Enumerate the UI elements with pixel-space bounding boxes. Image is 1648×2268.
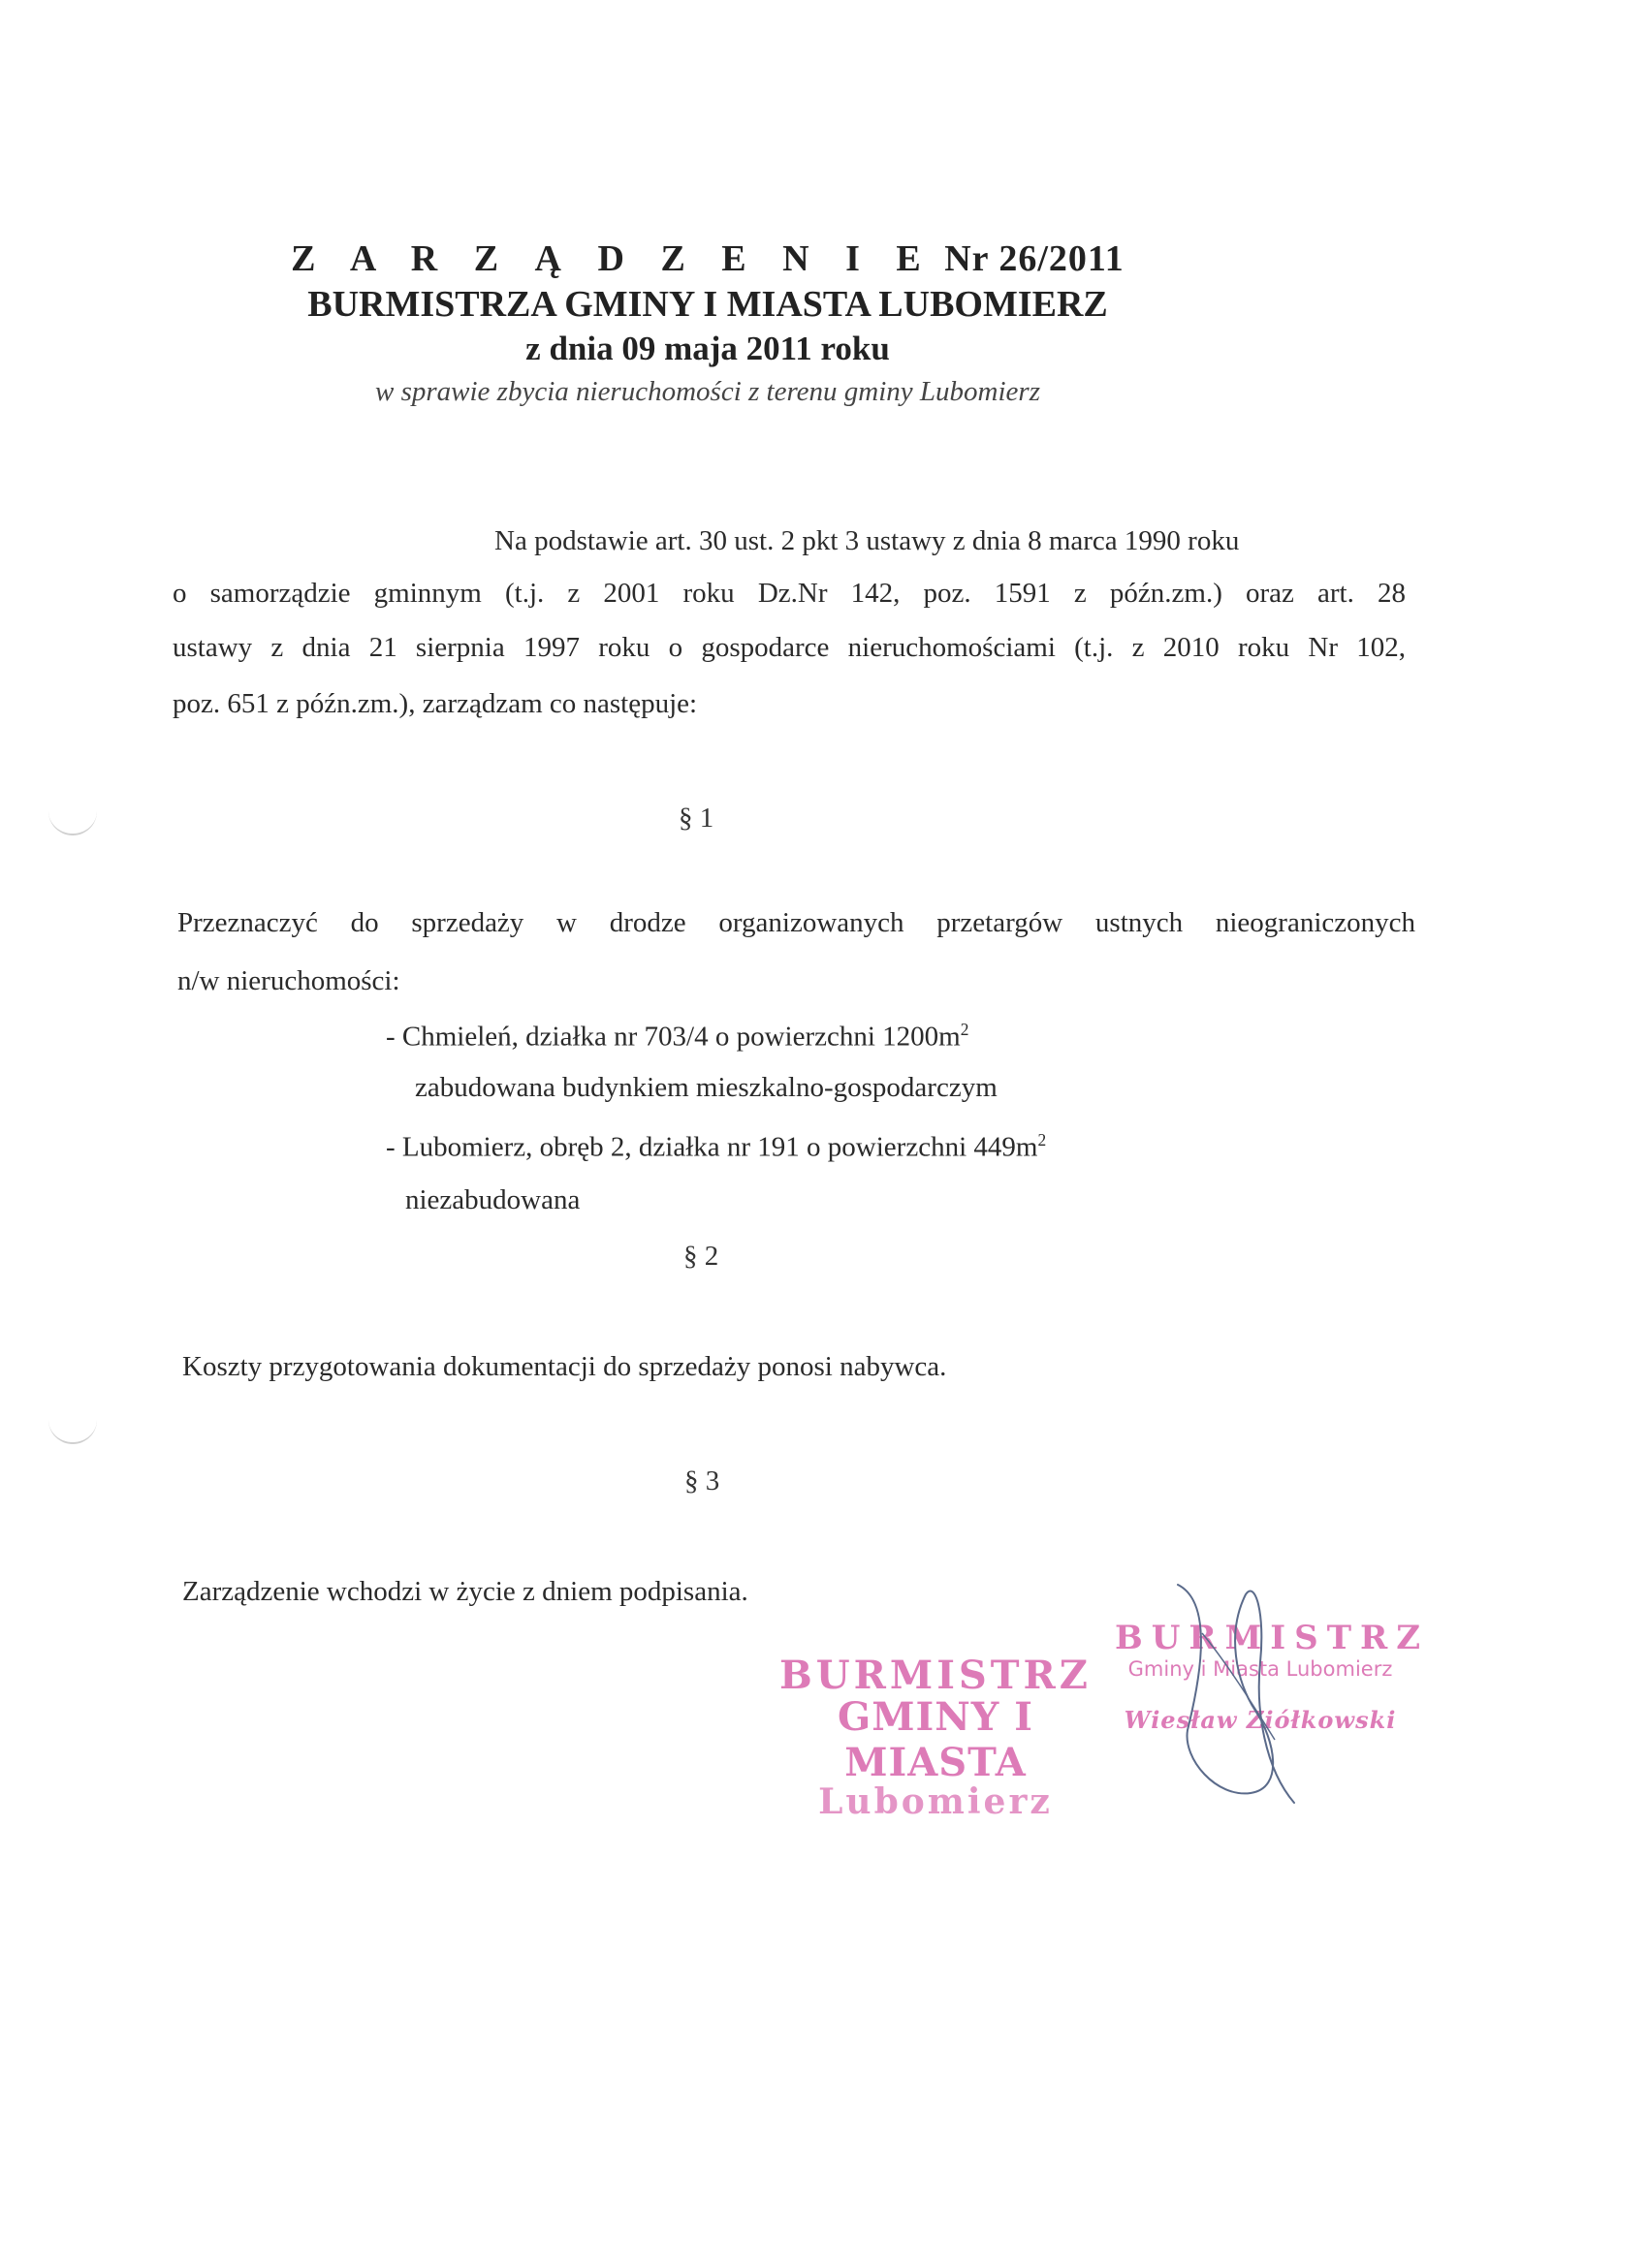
document-date: z dnia 09 maja 2011 roku [525, 330, 890, 367]
document-subject: w sprawie zbycia nieruchomości z terenu gminy Lubomierz [374, 376, 1040, 407]
scan-margin-mark [48, 1403, 97, 1444]
property-item-1-description: zabudowana budynkiem mieszkalno-gospodarczym [415, 1072, 998, 1103]
preamble-line-1: Na podstawie art. 30 ust. 2 pkt 3 ustawy z dnia 8 marca 1990 roku [494, 525, 1240, 556]
stamp-right-line-2: Gminy i Miasta Lubomierz [1127, 1657, 1393, 1681]
official-stamp-left [776, 1653, 1095, 1822]
document-title [0, 237, 1415, 280]
property-item-2-text: - Lubomierz, obręb 2, działka nr 191 o powierzchni 449m [386, 1131, 1038, 1163]
section-1-sign: § 1 [679, 803, 714, 834]
property-item-1-text: - Chmieleń, działka nr 703/4 o powierzchni 1200m [386, 1021, 961, 1053]
stamp-left-line-3: Lubomierz [818, 1781, 1053, 1822]
property-item-1 [386, 1020, 968, 1054]
title-number: Nr 26/2011 [944, 238, 1125, 279]
issuing-authority: BURMISTRZA GMINY I MIASTA LUBOMIERZ [307, 284, 1108, 325]
property-item-2-unit-exponent: 2 [1037, 1130, 1047, 1150]
title-word: Z A R Z Ą D Z E N I E [291, 238, 935, 279]
stamp-right-line-1: BURMISTRZ [1115, 1619, 1430, 1657]
scan-margin-mark [48, 795, 97, 835]
property-item-1-unit-exponent: 2 [960, 1020, 969, 1039]
section-2-sign: § 2 [683, 1241, 719, 1272]
preamble-line-4: poz. 651 z późn.zm.), zarządzam co następuje: [173, 688, 698, 719]
stamp-left-line-1: BURMISTRZ [778, 1653, 1092, 1698]
section-3-sign: § 3 [684, 1465, 720, 1496]
section-2-text: Koszty przygotowania dokumentacji do sprzedaży ponosi nabywca. [182, 1351, 947, 1382]
property-item-2 [386, 1130, 1046, 1164]
stamp-left-line-2: GMINY I MIASTA [838, 1694, 1033, 1785]
stamp-right-line-3: Wiesław Ziółkowski [1124, 1706, 1397, 1734]
section-1-line-1: Przeznaczyć do sprzedaży w drodze organizowanych przetargów ustnych nieograniczonych [177, 907, 1415, 938]
property-item-2-description: niezabudowana [405, 1184, 581, 1215]
handwritten-signature [1158, 1575, 1304, 1808]
section-1-line-2: n/w nieruchomości: [177, 965, 400, 996]
preamble-line-2: o samorządzie gminnym (t.j. z 2001 roku Dz.Nr 142, poz. 1591 z późn.zm.) oraz art. 28 [173, 578, 1406, 609]
preamble-line-3: ustawy z dnia 21 sierpnia 1997 roku o gospodarce nieruchomościami (t.j. z 2010 roku Nr 102, [173, 632, 1406, 663]
section-3-text: Zarządzenie wchodzi w życie z dniem podpisania. [182, 1576, 748, 1607]
